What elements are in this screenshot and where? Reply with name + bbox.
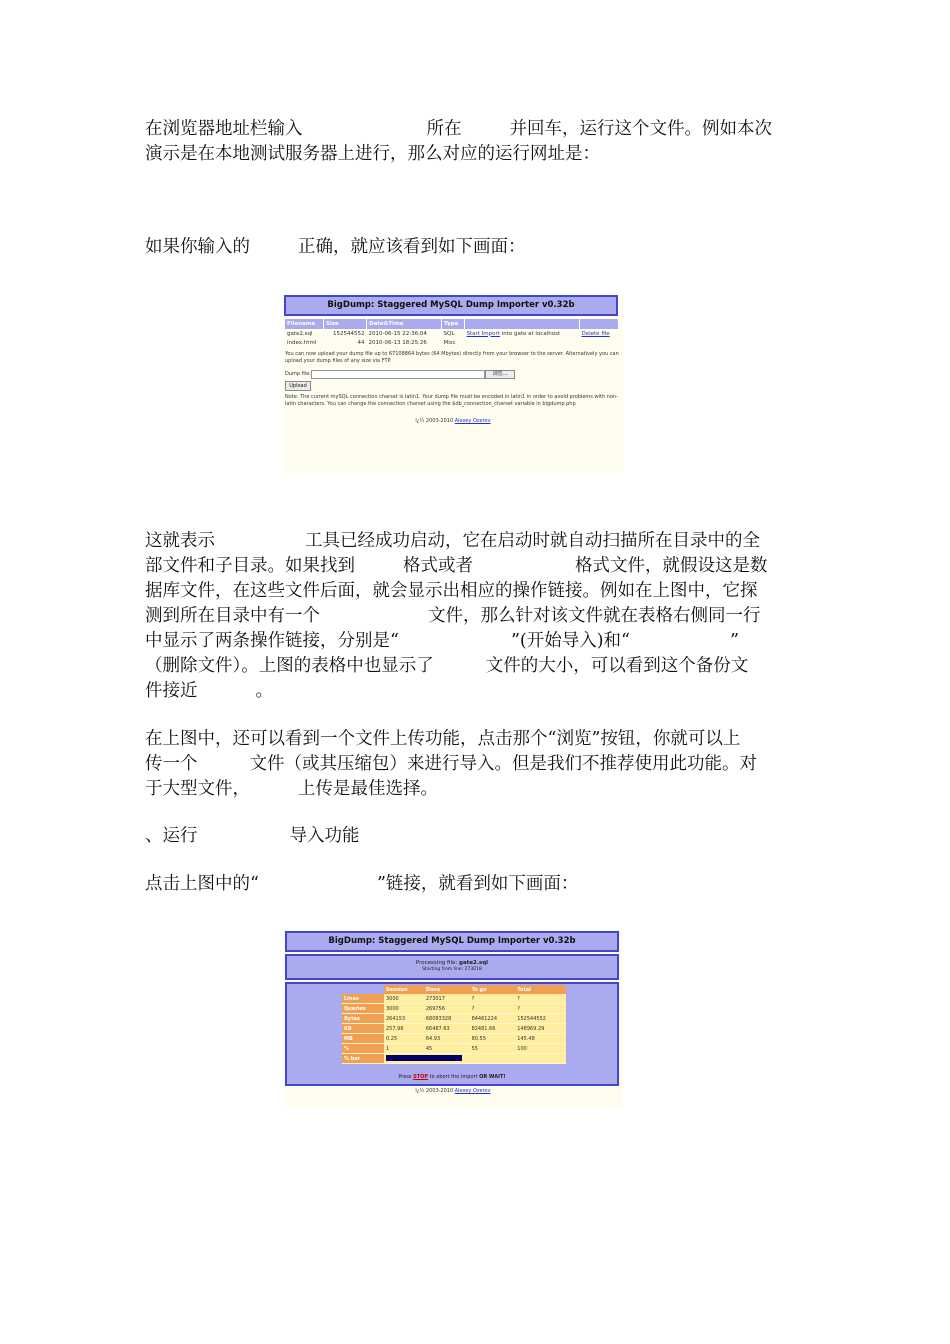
text-segment: 格式文件，就假设这是数 bbox=[575, 556, 768, 576]
stop-link[interactable]: STOP bbox=[413, 1074, 429, 1080]
col-session: Session bbox=[384, 985, 424, 994]
done-cell: 273017 bbox=[424, 994, 470, 1004]
done-cell: 269756 bbox=[424, 1004, 470, 1014]
delete-cell bbox=[580, 338, 619, 347]
togo-cell: 82481.66 bbox=[470, 1024, 516, 1034]
author-link[interactable]: Alexey Ozerov bbox=[454, 418, 491, 424]
total-cell: ? bbox=[515, 994, 566, 1004]
explain-line-6 bbox=[145, 652, 748, 677]
stop-line bbox=[287, 1074, 617, 1080]
session-cell: 257.96 bbox=[384, 1024, 424, 1034]
action-cell bbox=[465, 329, 580, 338]
text-segment: 点击上图中的“ bbox=[145, 874, 259, 894]
processing-file: gate2.sql bbox=[459, 960, 489, 966]
date-cell: 2010-06-13 18:25:26 bbox=[368, 339, 427, 346]
table-row bbox=[342, 1004, 566, 1014]
total-cell: 145.48 bbox=[515, 1034, 566, 1044]
starting-line: Starting from line: 273018 bbox=[422, 967, 482, 972]
file-table-header bbox=[285, 319, 619, 329]
bigdump-title: BigDump: Staggered MySQL Dump Importer v0.32b bbox=[285, 931, 619, 952]
processing-line bbox=[287, 960, 617, 966]
text-segment: 于大型文件， bbox=[145, 779, 250, 799]
table-row bbox=[342, 994, 566, 1004]
col-total: Total bbox=[515, 985, 566, 994]
done-cell: 68083328 bbox=[424, 1014, 470, 1024]
type-cell: SQL bbox=[443, 330, 455, 337]
progress-header bbox=[342, 985, 566, 994]
explain-line-5 bbox=[145, 627, 739, 652]
total-cell: 152544552 bbox=[515, 1014, 566, 1024]
action-suffix: into gate at localhost bbox=[499, 330, 561, 337]
text-segment: 测到所在目录中有一个 bbox=[145, 606, 320, 626]
session-cell: 1 bbox=[384, 1044, 424, 1054]
intro-line-1 bbox=[145, 115, 772, 140]
upload-line-1: 在上图中，还可以看到一个文件上传功能，点击那个“浏览”按钮，你就可以上 bbox=[145, 729, 741, 749]
text-segment: ” bbox=[730, 631, 739, 651]
col-delete bbox=[580, 319, 619, 329]
col-togo: To go bbox=[470, 985, 516, 994]
dump-file-label: Dump file: bbox=[285, 371, 311, 377]
table-row bbox=[285, 329, 619, 338]
session-cell: 0.25 bbox=[384, 1034, 424, 1044]
table-row bbox=[342, 1014, 566, 1024]
date-cell: 2010-06-15 22:36:04 bbox=[368, 330, 427, 337]
explain-line-7 bbox=[145, 677, 273, 702]
session-cell: 264153 bbox=[384, 1014, 424, 1024]
result-intro-line bbox=[145, 233, 526, 258]
delete-file-link[interactable]: Delete file bbox=[581, 330, 610, 337]
col-blank bbox=[342, 985, 384, 994]
text-segment: 在浏览器地址栏输入 bbox=[145, 119, 303, 139]
text-segment: 中显示了两条操作链接，分别是“ bbox=[145, 631, 399, 651]
text-segment: 传一个 bbox=[145, 754, 198, 774]
footer bbox=[284, 1088, 622, 1094]
footer bbox=[283, 418, 623, 424]
text-segment: 上传是最佳选择。 bbox=[298, 779, 438, 799]
type-cell: Misc bbox=[443, 339, 456, 346]
progress-table bbox=[342, 985, 566, 1064]
col-action bbox=[465, 319, 580, 329]
text-segment: ”链接，就看到如下画面： bbox=[376, 874, 579, 894]
togo-cell: ? bbox=[470, 1004, 516, 1014]
text-segment: 格式或者 bbox=[403, 556, 473, 576]
text-segment: （删除文件）。上图的表格中也显示了 bbox=[145, 656, 434, 676]
press-text: Press bbox=[398, 1074, 412, 1080]
text-segment: 文件（或其压缩包）来进行导入。但是我们不推荐使用此功能。对 bbox=[249, 754, 757, 774]
processing-label: Processing file: bbox=[415, 960, 458, 966]
text-segment: 如果你输入的 bbox=[145, 237, 250, 257]
bigdump-progress-screenshot bbox=[284, 930, 622, 1108]
done-cell: 66487.63 bbox=[424, 1024, 470, 1034]
size-cell: 44 bbox=[357, 339, 365, 346]
upload-line-3 bbox=[145, 775, 438, 800]
copyright-text: ï¿½ 2003-2010 bbox=[415, 1088, 454, 1094]
progress-bar bbox=[386, 1055, 462, 1061]
explain-line-2 bbox=[145, 552, 768, 577]
text-segment: 正确，就应该看到如下画面： bbox=[298, 237, 526, 257]
text-segment: 文件的大小，可以看到这个备份文 bbox=[485, 656, 749, 676]
bigdump-start-screenshot bbox=[283, 294, 623, 472]
intro-line-2: 演示是在本地测试服务器上进行，那么对应的运行网址是： bbox=[145, 144, 600, 164]
progress-bar-cell bbox=[384, 1054, 566, 1064]
explain-line-1 bbox=[145, 527, 760, 552]
row-label: Queries bbox=[342, 1004, 384, 1014]
or-wait-text: OR WAIT! bbox=[479, 1074, 506, 1080]
processing-box bbox=[285, 954, 619, 980]
text-segment: 所在 bbox=[426, 119, 462, 139]
row-label: Bytes bbox=[342, 1014, 384, 1024]
row-label: KB bbox=[342, 1024, 384, 1034]
size-cell: 152544552 bbox=[333, 330, 365, 337]
section-heading bbox=[145, 822, 360, 847]
col-filename: Filename bbox=[285, 319, 324, 329]
total-cell: 100 bbox=[515, 1044, 566, 1054]
progress-box bbox=[285, 982, 619, 1086]
row-label: % bar bbox=[342, 1054, 384, 1064]
text-segment: 工具已经成功启动，它在启动时就自动扫描所在目录中的全 bbox=[305, 531, 760, 551]
author-link[interactable]: Alexey Ozerov bbox=[454, 1088, 491, 1094]
togo-cell: 80.55 bbox=[470, 1034, 516, 1044]
total-cell: 148969.29 bbox=[515, 1024, 566, 1034]
copyright-text: ï¿½ 2003-2010 bbox=[415, 418, 454, 424]
col-done: Done bbox=[424, 985, 470, 994]
col-type: Type bbox=[442, 319, 465, 329]
text-segment: 这就表示 bbox=[145, 531, 215, 551]
explain-line-4 bbox=[145, 602, 761, 627]
abort-text: to abort the import bbox=[429, 1074, 478, 1080]
start-import-link[interactable]: Start Import bbox=[466, 330, 500, 337]
upload-button[interactable]: Upload bbox=[285, 381, 311, 391]
row-label: % bbox=[342, 1044, 384, 1054]
text-segment: 部文件和子目录。如果找到 bbox=[145, 556, 355, 576]
click-instruction-line bbox=[145, 870, 578, 895]
browse-button[interactable]: 浏览... bbox=[485, 370, 515, 379]
col-datetime: Date&Time bbox=[367, 319, 442, 329]
dump-file-input[interactable] bbox=[311, 370, 485, 379]
table-row bbox=[342, 1054, 566, 1064]
text-segment: ”(开始导入)和“ bbox=[510, 631, 631, 651]
row-label: Lines bbox=[342, 994, 384, 1004]
togo-cell: 55 bbox=[470, 1044, 516, 1054]
text-segment: 并回车，运行这个文件。例如本次 bbox=[509, 119, 772, 139]
action-cell bbox=[465, 338, 580, 347]
upload-note: You can now upload your dump file up to 67108864 bytes (64 Mbytes) directly from your browser to the server. Alternatively you can upload your dump files of any size via FTP. bbox=[285, 351, 619, 364]
charset-note: Note: The current mySQL connection charset is latin1. Your dump file must be encoded in latin1 in order to avoid problems with non-latin characters. You can change the connection charset using the $db_connection_charset variable in bigdump.php bbox=[285, 394, 618, 407]
session-cell: 3000 bbox=[384, 994, 424, 1004]
text-segment: 件接近 bbox=[145, 681, 198, 701]
text-segment: 、运行 bbox=[145, 826, 198, 846]
file-table bbox=[285, 319, 619, 347]
explain-line-3: 据库文件，在这些文件后面，就会显示出相应的操作链接。例如在上图中，它探 bbox=[145, 581, 758, 601]
filename-cell: gate2.sql bbox=[287, 330, 313, 337]
done-cell: 45 bbox=[424, 1044, 470, 1054]
table-row bbox=[342, 1034, 566, 1044]
session-cell: 3000 bbox=[384, 1004, 424, 1014]
table-row bbox=[342, 1024, 566, 1034]
togo-cell: 84461224 bbox=[470, 1014, 516, 1024]
filename-cell: index.html bbox=[287, 339, 317, 346]
row-label: MB bbox=[342, 1034, 384, 1044]
upload-line-2 bbox=[145, 750, 757, 775]
total-cell: ? bbox=[515, 1004, 566, 1014]
text-segment: 。 bbox=[255, 681, 273, 701]
text-segment: 导入功能 bbox=[289, 826, 360, 846]
text-segment: 文件，那么针对该文件就在表格右侧同一行 bbox=[428, 606, 761, 626]
col-size: Size bbox=[324, 319, 367, 329]
table-row bbox=[285, 338, 619, 347]
delete-cell bbox=[580, 329, 619, 338]
table-row bbox=[342, 1044, 566, 1054]
togo-cell: ? bbox=[470, 994, 516, 1004]
done-cell: 64.93 bbox=[424, 1034, 470, 1044]
bigdump-title: BigDump: Staggered MySQL Dump Importer v0.32b bbox=[284, 295, 618, 316]
